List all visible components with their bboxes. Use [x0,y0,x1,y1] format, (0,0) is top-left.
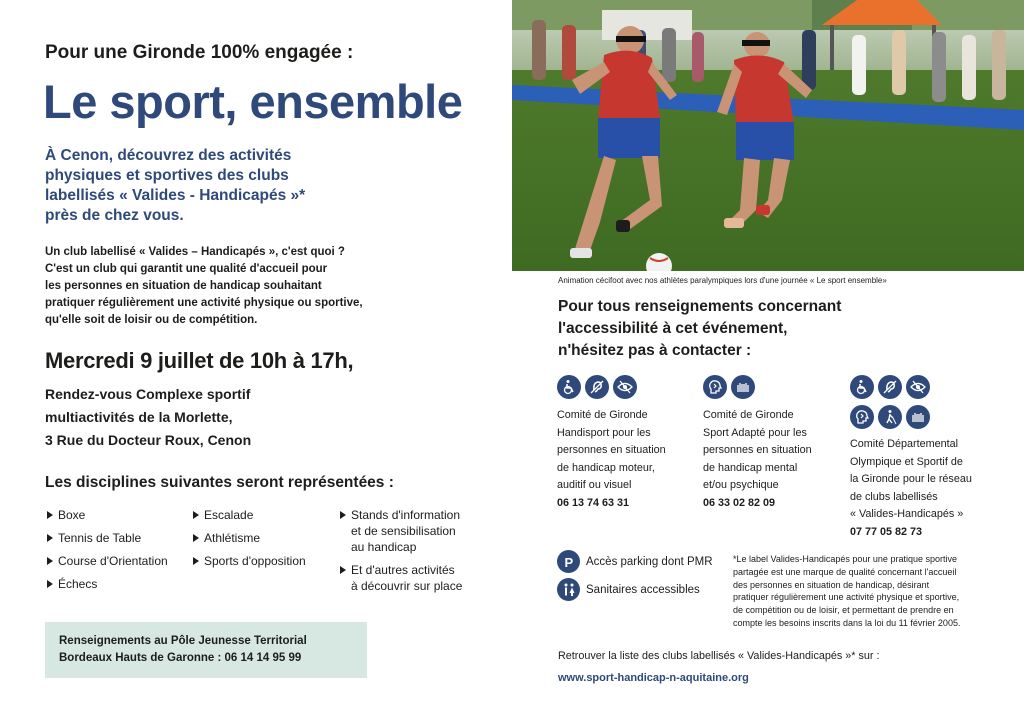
org-line: Handisport pour les [557,426,651,439]
discipline-item [338,562,462,594]
wheelchair-icon [850,375,874,399]
org-line: Sport Adapté pour les [703,426,807,439]
parking-service [557,550,713,573]
discipline-item: Échecs [45,576,168,592]
org-phone: 06 13 74 63 31 [557,496,630,509]
parking-label: Accès parking dont PMR [586,555,713,568]
org-line: Comité de Gironde [703,409,794,421]
org-line: de clubs labellisés [850,490,938,503]
kicker-heading: Pour une Gironde 100% engagée : [45,42,354,63]
low-vision-eye-icon [906,375,930,399]
qa-line: C'est un club qui garantit une qualité d'accueil pour [45,263,328,275]
svg-text:P: P [564,554,573,570]
sign-language-hands-icon [906,405,930,429]
discipline-item: Sports d'opposition [191,553,306,569]
discipline-item: Boxe [45,507,168,523]
mental-disability-head-icon [703,375,727,399]
sign-language-hands-icon [731,375,755,399]
contact-heading-line: n'hésitez pas à contacter : [558,342,752,359]
org-line: personnes en situation [557,444,666,456]
note-line: pratiquer régulièrement une activité physique et sportive, [733,592,960,603]
wheelchair-icon [557,375,581,399]
venue-line: 3 Rue du Docteur Roux, Cenon [45,432,252,448]
venue-line: multiactivités de la Morlette, [45,409,233,425]
org-line: auditif ou visuel [557,479,632,491]
disciplines-column-2 [191,507,306,576]
note-line: de compétition ou de loisir, et permettant de prendre en [733,605,954,616]
discipline-item: Escalade [191,507,306,523]
org-line: Olympique et Sportif de [850,455,963,468]
qa-line: qu'elle soit de loisir ou de compétition. [45,314,258,326]
intro-line: physiques et sportives des clubs [45,167,289,184]
disciplines-column-3 [338,507,462,601]
toilets-icon [557,578,580,601]
org1-icons [557,375,637,399]
blind-cane-icon [878,405,902,429]
org2-contact [703,407,812,512]
org-line: de handicap moteur, [557,461,655,474]
discipline-line: Et d'autres activités [351,563,455,577]
qa-line: pratiquer régulièrement une activité physique ou sportive, [45,297,363,309]
qa-line: Un club labellisé « Valides – Handicapés », c'est quoi ? [45,246,345,258]
discipline-line: à découvrir sur place [351,579,463,593]
discipline-item: Tennis de Table [45,530,168,546]
contact-heading-line: Pour tous renseignements concernant [558,298,842,315]
disciplines-heading: Les disciplines suivantes seront représentées : [45,474,394,491]
org3-icons-row2 [850,405,930,429]
venue-line: Rendez-vous Complexe sportif [45,386,251,402]
org2-icons [703,375,755,399]
event-venue [45,383,251,452]
org-phone: 06 33 02 82 09 [703,496,776,509]
note-line: compte les besoins inscrits dans la loi du 11 février 2005. [733,617,961,628]
note-line: des personnes en situation de handicap, désirant [733,579,930,590]
org-phone: 07 77 05 82 73 [850,525,923,538]
contact-heading [558,296,888,362]
info-phone-line: Bordeaux Hauts de Garonne : 06 14 14 95 99 [59,652,302,664]
toilets-label: Sanitaires accessibles [586,583,700,596]
note-line: partagée est une marque de qualité concernant l'accueil [733,566,957,577]
label-footnote [733,553,983,630]
label-explanation [45,244,395,329]
org-line: « Valides-Handicapés » [850,508,964,520]
org1-contact [557,407,666,512]
intro-line: À Cenon, découvrez des activités [45,147,292,164]
discipline-line: et de sensibilisation [351,524,456,538]
note-line: *Le label Valides-Handicapés pour une pratique sportive [733,554,957,564]
org-line: et/ou psychique [703,479,779,491]
low-vision-eye-icon [613,375,637,399]
deaf-ear-icon [878,375,902,399]
discipline-line: au handicap [351,540,417,554]
page-title: Le sport, ensemble [43,75,463,128]
org-line: personnes en situation [703,444,812,456]
cecifoot-photo [512,0,1024,271]
org-line: la Gironde pour le réseau [850,473,972,485]
org-line: Comité de Gironde [557,409,648,421]
clubs-list-text: Retrouver la liste des clubs labellisés « Valides-Handicapés »* sur : [558,650,880,662]
deaf-ear-icon [585,375,609,399]
intro-line: près de chez vous. [45,207,184,224]
discipline-item: Athlétisme [191,530,306,546]
contact-heading-line: l'accessibilité à cet événement, [558,320,788,337]
toilets-service [557,578,700,601]
info-line: Renseignements au Pôle Jeunesse Territorial [59,635,307,647]
org3-icons-row1 [850,375,930,399]
event-date: Mercredi 9 juillet de 10h à 17h, [45,348,354,373]
org-line: Comité Départemental [850,438,959,450]
org-line: de handicap mental [703,461,798,474]
disciplines-column-1 [45,507,168,599]
website-link[interactable]: www.sport-handicap-n-aquitaine.org [558,672,749,684]
mental-disability-head-icon [850,405,874,429]
info-box [45,622,367,678]
intro-text [45,146,345,226]
org3-contact [850,436,972,541]
discipline-item [338,507,462,555]
intro-line: labellisés « Valides - Handicapés »* [45,187,306,204]
photo-illustration [512,0,1024,271]
parking-icon [557,550,580,573]
qa-line: les personnes en situation de handicap souhaitant [45,280,322,292]
discipline-line: Stands d'information [351,508,461,522]
photo-caption: Animation cécifoot avec nos athlètes paralympiques lors d'une journée « Le sport ensemble» [558,276,887,285]
discipline-item: Course d'Orientation [45,553,168,569]
